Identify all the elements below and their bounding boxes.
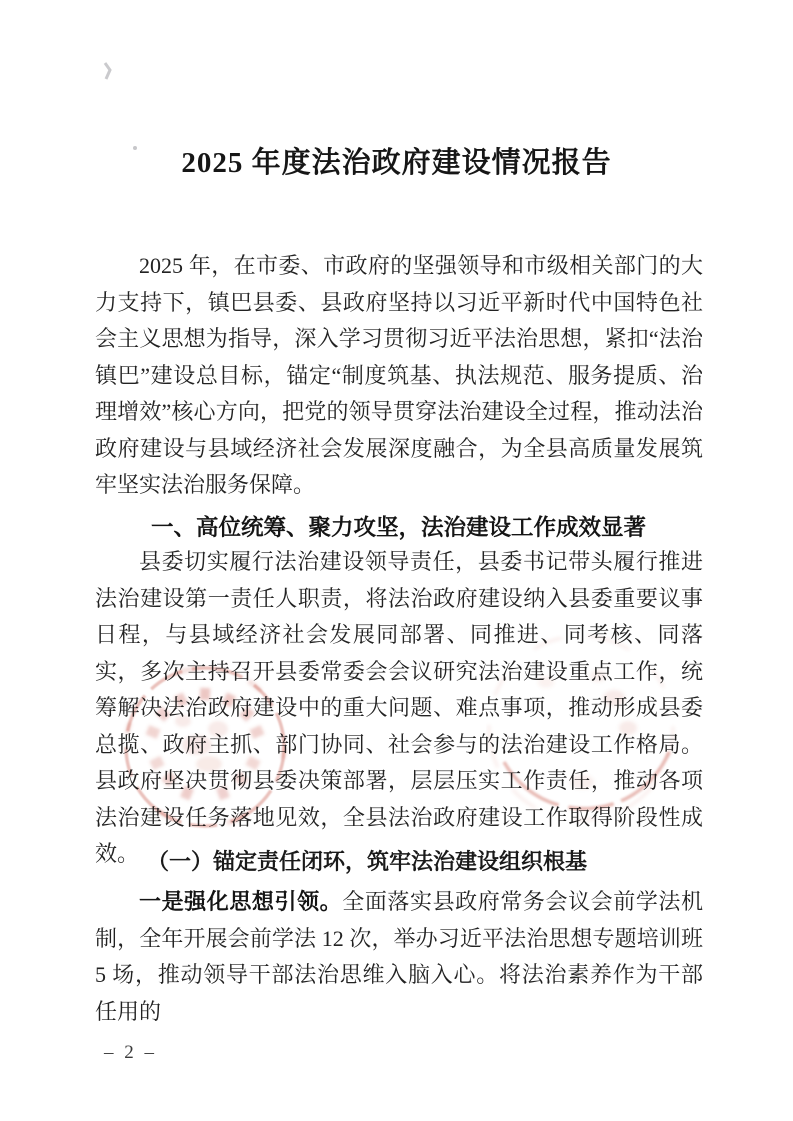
section-heading-1: 一、高位统筹、聚力攻坚，法治建设工作成效显著: [151, 514, 647, 540]
subsection-heading-1: （一）锚定责任闭环，筑牢法治建设组织根基: [147, 849, 588, 874]
page-number: – 2 –: [104, 1042, 157, 1063]
paragraph-leadership: 县委切实履行法治建设领导责任，县委书记带头履行推进法治建设第一责任人职责，将法治政府建设纳入县委重要议事日程，与县域经济社会发展同部署、同推进、同考核、同落实，多次主持召开县委常委会会议研究法治建设重点工作，统筹解决法治政府建设中的重大问题、难点事项，推动形成县委总揽、政府主抓、部门协同、社会参与的法治建设工作格局。县政府坚决贯彻县委决策部署，层层压实工作责任，推动各项法治建设任务落地见效，全县法治政府建设工作取得阶段性成效。: [95, 549, 703, 866]
bold-lead-phrase: 一是强化思想引领。: [139, 889, 343, 914]
paragraph-intro: 2025 年，在市委、市政府的坚强领导和市级相关部门的大力支持下，镇巴县委、县政府坚持以习近平新时代中国特色社会主义思想为指导，深入学习贯彻习近平法治思想，紧扣“法治镇巴”建设总目标，锚定“制度筑基、执法规范、服务提质、治理增效”核心方向，把党的领导贯穿法治建设全过程，推动法治政府建设与县域经济社会发展深度融合，为全县高质量发展筑牢坚实法治服务保障。: [95, 253, 703, 497]
paragraph-thought-leading: [95, 884, 703, 1030]
scan-smudge: [101, 61, 115, 81]
report-title: 2025 年度法治政府建设情况报告: [181, 147, 612, 179]
paragraph-continuation: 全面落实县政府常务会议会前学法机制，全年开展会前学法 12 次，举办习近平法治思想专题培训班 5 场，推动领导干部法治思维入脑入心。将法治素养作为干部任用的: [95, 889, 703, 1024]
